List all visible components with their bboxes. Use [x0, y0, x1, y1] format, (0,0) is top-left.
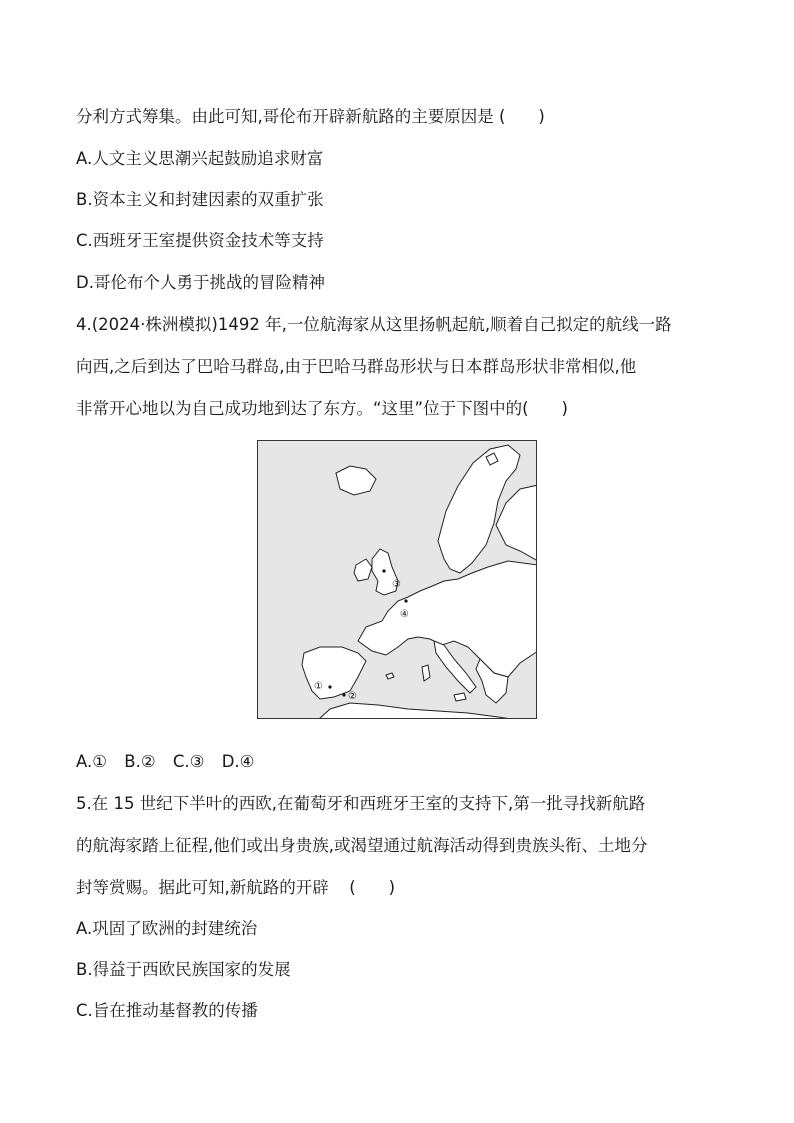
- map-marker-2: ②: [348, 691, 357, 702]
- europe-map: [257, 440, 537, 719]
- q3-option-d[interactable]: D.哥伦布个人勇于挑战的冒险精神: [76, 273, 325, 292]
- q4-options: [76, 751, 266, 773]
- q4-stem-text: 非常开心地以为自己成功地到达了东方。“这里”位于下图中的: [76, 399, 523, 418]
- sicily-shape: [454, 693, 466, 701]
- location-dot-2: [342, 693, 345, 696]
- q3-option-c[interactable]: C.西班牙王室提供资金技术等支持: [76, 231, 324, 250]
- q3-answer-paren: ( ): [499, 107, 545, 126]
- q4-answer-paren: ( ): [522, 399, 568, 418]
- map-marker-1: ①: [314, 681, 323, 692]
- africa-coast-shape: [318, 703, 518, 719]
- q4-stem-line-3: [76, 398, 568, 420]
- q5-answer-paren: ( ): [349, 878, 396, 897]
- q3-option-b[interactable]: B.资本主义和封建因素的双重扩张: [76, 190, 324, 209]
- q4-option-a[interactable]: A.①: [76, 752, 108, 771]
- finland-shape: [496, 485, 537, 561]
- map-marker-3: ③: [392, 579, 401, 590]
- q4-option-d[interactable]: D.④: [221, 752, 255, 771]
- q5-stem-line-1: 5.在 15 世纪下半叶的西欧,在葡萄牙和西班牙王室的支持下,第一批寻找新航路: [76, 794, 646, 813]
- q4-stem-line-2: 向西,之后到达了巴哈马群岛,由于巴哈马群岛形状与日本群岛形状非常相似,他: [76, 357, 637, 376]
- q5-stem-line-3: [76, 877, 395, 899]
- location-dot-4: [404, 599, 407, 602]
- sardinia-shape: [422, 665, 430, 681]
- iceland-shape: [336, 466, 376, 495]
- q3-option-a[interactable]: A.人文主义思潮兴起鼓励追求财富: [76, 149, 324, 168]
- location-dot-1: [328, 685, 331, 688]
- q4-option-c[interactable]: C.③: [172, 752, 205, 771]
- q5-option-a[interactable]: A.巩固了欧洲的封建统治: [76, 919, 258, 938]
- location-dot-3: [382, 569, 385, 572]
- q3-stem-tail: [76, 106, 545, 128]
- q3-stem-text: 分利方式筹集。由此可知,哥伦布开辟新航路的主要原因是: [76, 107, 494, 126]
- balearic-shape: [386, 673, 394, 679]
- q4-stem-line-1: 4.(2024·株洲模拟)1492 年,一位航海家从这里扬帆起航,顺着自己拟定的航线一路: [76, 315, 672, 334]
- europe-map-graphic: [258, 441, 537, 719]
- ireland-shape: [354, 559, 372, 581]
- q5-option-c[interactable]: C.旨在推动基督教的传播: [76, 1001, 258, 1020]
- q5-stem-text: 封等赏赐。据此可知,新航路的开辟: [76, 878, 329, 897]
- map-marker-4: ④: [400, 609, 409, 620]
- q4-option-b[interactable]: B.②: [124, 752, 156, 771]
- q5-option-b[interactable]: B.得益于西欧民族国家的发展: [76, 960, 291, 979]
- q5-stem-line-2: 的航海家踏上征程,他们或出身贵族,或渴望通过航海活动得到贵族头衔、土地分: [76, 836, 648, 855]
